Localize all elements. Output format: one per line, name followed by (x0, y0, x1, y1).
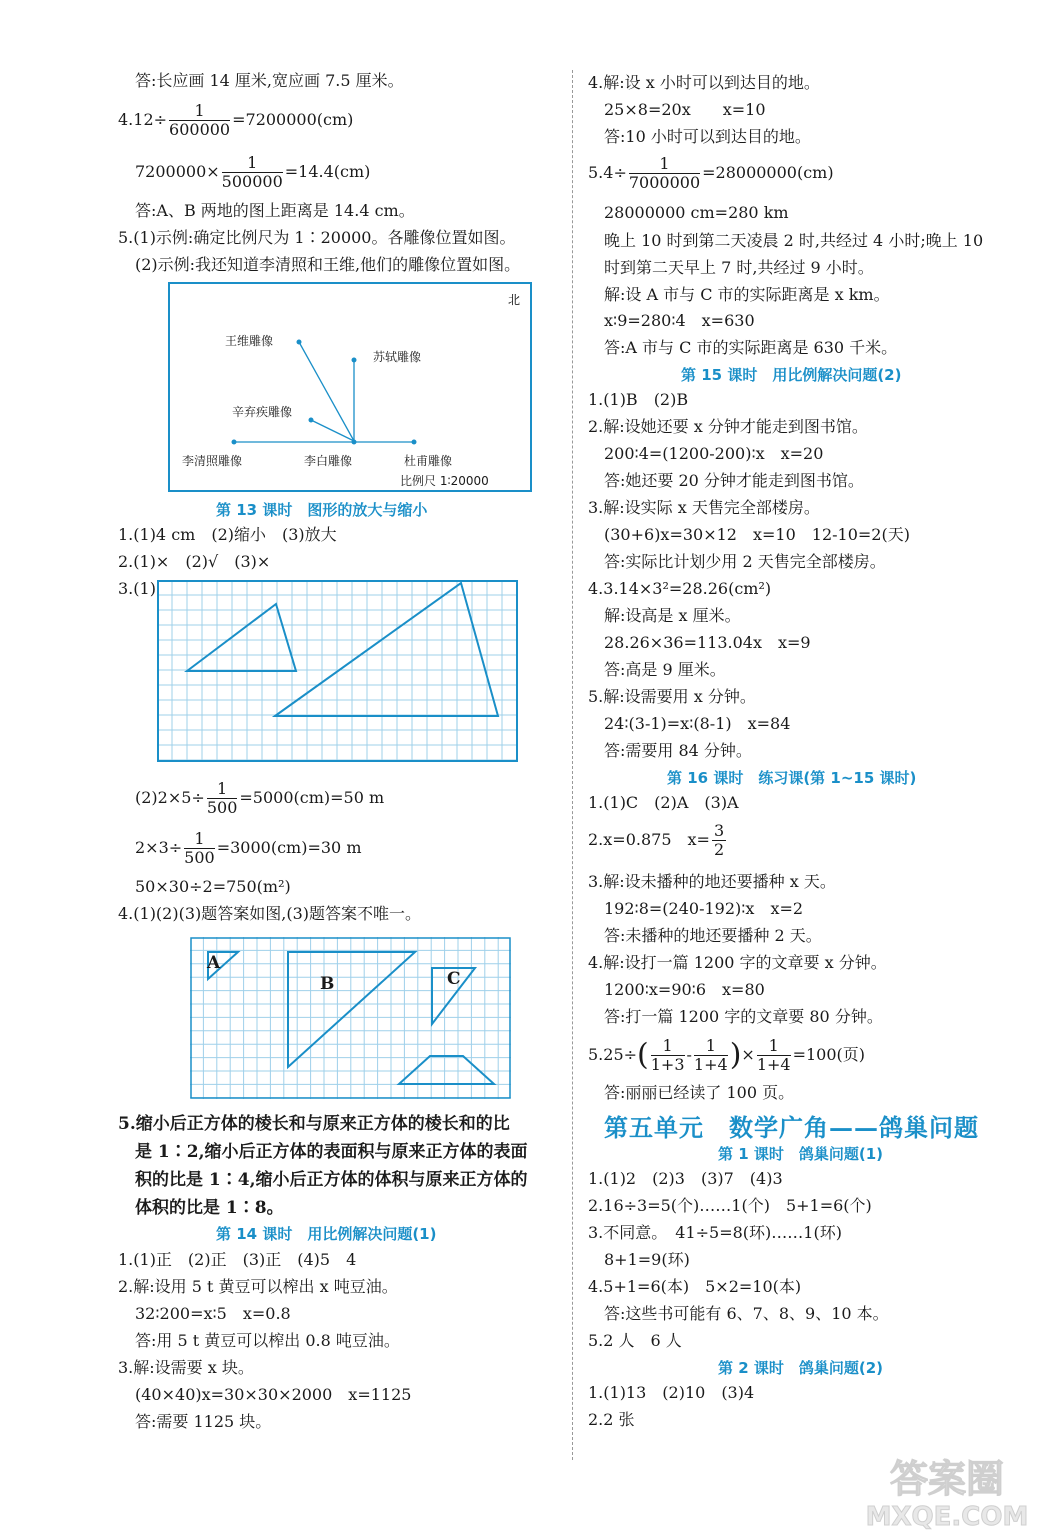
answer-line: 答:打一篇 1200 字的文章要 80 分钟。 (604, 1007, 883, 1026)
equation-line: 2×3÷ $\frac{1}{500}$ =3000(cm)=30 m (135, 829, 362, 867)
answer-line: 8+1=9(环) (604, 1250, 690, 1269)
answer-line: 5.2 人 6 人 (588, 1331, 682, 1350)
answer-line: 答:A、B 两地的图上距离是 14.4 cm。 (135, 201, 415, 220)
answer-line: 1.(1)C (2)A (3)A (588, 793, 739, 812)
answer-line: 答:需要 1125 块。 (135, 1412, 272, 1431)
answer-line: 3.(1) (118, 579, 156, 598)
answer-line: 4.5+1=6(本) 5×2=10(本) (588, 1277, 802, 1296)
answer-line: 1.(1)正 (2)正 (3)正 (4)5 4 (118, 1250, 357, 1269)
equation-line: 4.12÷ $\frac{1}{600000}$ =7200000(cm) (118, 101, 354, 139)
shape-a-label: A (207, 953, 221, 973)
column-divider (572, 70, 573, 1460)
answer-line: 答:长应画 14 厘米,宽应画 7.5 厘米。 (135, 71, 404, 90)
answer-line: 28000000 cm=280 km (604, 203, 789, 222)
answer-line: 答:10 小时可以到达目的地。 (604, 127, 811, 146)
answer-line: 1200∶x=90∶6 x=80 (604, 980, 765, 999)
answer-line: 1.(1)2 (2)3 (3)7 (4)3 (588, 1169, 783, 1188)
answer-line: 1.(1)B (2)B (588, 390, 689, 409)
question-line: (2)示例:我还知道李清照和王维,他们的雕像位置如图。 (135, 255, 521, 274)
answer-line: 2.16÷3=5(个)……1(个) 5+1=6(个) (588, 1196, 872, 1215)
answer-line: 时到第二天早上 7 时,共经过 9 小时。 (604, 258, 874, 277)
lesson-heading: 第 2 课时 鸽巢问题(2) (718, 1359, 884, 1377)
scale-label: 比例尺 1∶20000 (400, 474, 489, 488)
answer-line: 3.解:设需要 x 块。 (118, 1358, 254, 1377)
answer-line: 2.解:设她还要 x 分钟才能走到图书馆。 (588, 417, 868, 436)
equation-line: 7200000× $\frac{1}{500000}$ =14.4(cm) (135, 153, 371, 191)
equation-line: (2)2×5÷ $\frac{1}{500}$ =5000(cm)=50 m (135, 779, 385, 817)
equation-line: 5.25÷( $\frac{1}{1+3}$ - $\frac{1}{1+4}$ )× $\frac{1}{1+4}$ =100(页) (588, 1036, 866, 1074)
equation-line: 5.4÷ $\frac{1}{7000000}$ =28000000(cm) (588, 154, 834, 192)
answer-line: 答:她还要 20 分钟才能走到图书馆。 (604, 471, 864, 490)
answer-line: 5.缩小后正方体的棱长和与原来正方体的棱长和的比 (118, 1114, 510, 1134)
answer-line: 积的比是 1∶4,缩小后正方体的体积与原来正方体的 (135, 1170, 528, 1190)
answer-line: 2.(1)× (2)√ (3)× (118, 552, 271, 571)
shape-b-label: B (320, 974, 335, 994)
site-watermark (857, 1447, 1037, 1532)
answer-line: 晚上 10 时到第二天凌晨 2 时,共经过 4 小时;晚上 10 (604, 231, 984, 250)
answer-line: 4.(1)(2)(3)题答案如图,(3)题答案不唯一。 (118, 904, 422, 923)
answer-line: 答:A 市与 C 市的实际距离是 630 千米。 (604, 338, 898, 357)
dufu-label: 杜甫雕像 (404, 454, 453, 468)
answer-line: 192∶8=(240-192)∶x x=2 (604, 899, 804, 918)
answer-line: 4.解:设 x 小时可以到达目的地。 (588, 73, 820, 92)
answer-line: 解:设高是 x 厘米。 (604, 606, 741, 625)
shape-c-label: C (447, 969, 461, 989)
question-line: 5.(1)示例:确定比例尺为 1∶20000。各雕像位置如图。 (118, 228, 516, 247)
shapes-grid (190, 937, 511, 1099)
answer-line: (30+6)x=30×12 x=10 12-10=2(天) (604, 525, 910, 544)
answer-line: 是 1∶2,缩小后正方体的表面积与原来正方体的表面 (135, 1142, 528, 1162)
unit-title: 第五单元 数学广角——鸽巢问题 (604, 1113, 979, 1142)
watermark-logo-text: 答案圈 (889, 1457, 1005, 1501)
answer-line: 体积的比是 1∶8。 (135, 1198, 284, 1218)
answer-line: 答:未播种的地还要播种 2 天。 (604, 926, 822, 945)
answer-line: 24∶(3-1)=x∶(8-1) x=84 (604, 714, 791, 733)
answer-line: 3.不同意。 41÷5=8(环)……1(环) (588, 1223, 842, 1242)
answer-line: 2.2 张 (588, 1410, 635, 1429)
answer-line: 1.(1)4 cm (2)缩小 (3)放大 (118, 525, 337, 544)
answer-line: 3.解:设未播种的地还要播种 x 天。 (588, 872, 836, 891)
answer-line: x∶9=280∶4 x=630 (604, 311, 755, 330)
answer-line: 解:设 A 市与 C 市的实际距离是 x km。 (604, 285, 890, 304)
answer-line: 答:需要用 84 分钟。 (604, 741, 752, 760)
answer-line: 28.26×36=113.04x x=9 (604, 633, 811, 652)
answer-line: 2.解:设用 5 t 黄豆可以榨出 x 吨豆油。 (118, 1277, 398, 1296)
wangwei-label: 王维雕像 (225, 334, 274, 348)
statue-map (168, 282, 532, 492)
sushi-label: 苏轼雕像 (373, 350, 422, 364)
answer-line: 答:高是 9 厘米。 (604, 660, 726, 679)
north-label: 北 (508, 293, 521, 307)
xinqiji-label: 辛弃疾雕像 (232, 405, 293, 419)
answer-line: 答:丽丽已经读了 100 页。 (604, 1083, 795, 1102)
equation-line: 2.x=0.875 x= $\frac{3}{2}$ (588, 821, 725, 859)
lesson-heading: 第 14 课时 用比例解决问题(1) (216, 1225, 437, 1243)
lesson-heading: 第 16 课时 练习课(第 1~15 课时) (667, 769, 917, 787)
liqingzhao-label: 李清照雕像 (182, 454, 243, 468)
answer-line: 答:用 5 t 黄豆可以榨出 0.8 吨豆油。 (135, 1331, 400, 1350)
answer-line: 1.(1)13 (2)10 (3)4 (588, 1383, 755, 1402)
answer-line: 200∶4=(1200-200)∶x x=20 (604, 444, 824, 463)
answer-line: 25×8=20x x=10 (604, 100, 766, 119)
answer-line: 4.3.14×3²=28.26(cm²) (588, 579, 772, 598)
answer-line: 答:这些书可能有 6、7、8、9、10 本。 (604, 1304, 889, 1323)
lesson-heading: 第 1 课时 鸽巢问题(1) (718, 1145, 884, 1163)
answer-line: 3.解:设实际 x 天售完全部楼房。 (588, 498, 820, 517)
lesson-heading: 第 15 课时 用比例解决问题(2) (681, 366, 902, 384)
answer-line: 5.解:设需要用 x 分钟。 (588, 687, 756, 706)
answer-line: (40×40)x=30×30×2000 x=1125 (135, 1385, 412, 1404)
enlargement-grid (157, 580, 518, 762)
libai-label: 李白雕像 (304, 454, 353, 468)
watermark-url-text: MXQE.COM (865, 1502, 1029, 1532)
lesson-heading: 第 13 课时 图形的放大与缩小 (216, 501, 428, 519)
answer-line: 50×30÷2=750(m²) (135, 877, 291, 896)
answer-line: 答:实际比计划少用 2 天售完全部楼房。 (604, 552, 886, 571)
answer-line: 32∶200=x∶5 x=0.8 (135, 1304, 291, 1323)
answer-line: 4.解:设打一篇 1200 字的文章要 x 分钟。 (588, 953, 887, 972)
